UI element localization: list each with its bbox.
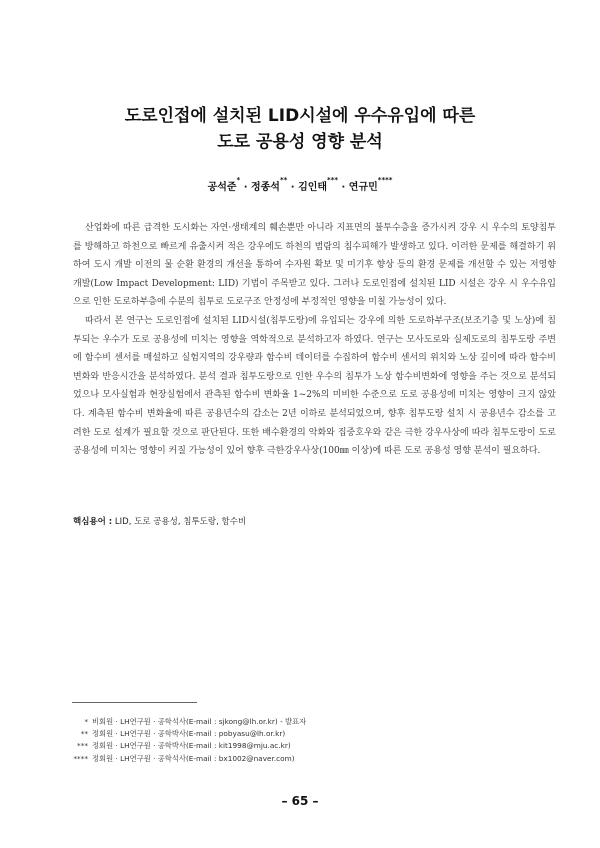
author: 연규민****	[348, 176, 393, 193]
footnote-divider	[72, 702, 197, 703]
abstract-paragraph-1: 산업화에 따른 급격한 도시화는 자연·생태계의 훼손뿐만 아니라 지표면의 불투수층을 증가시켜 강우 시 우수의 토양침투를 방해하고 하천으로 빠르게 유출시켜 적은 강우에도 하천의 범람의 침수피해가 발생하고 있다. 이러한 문제를 해결하기 위하여 도시 개발 이전의 물 순환 환경의 개선을 통하여 수자원 확보 및 미기후 향상 등의 환경 문제를 개선할 수 있는 저영향개발(Low Impact Development: LID) 기법이 주목받고 있다. 그러나 도로인접에 설치된 LID 시설은 강우 시 우수유입으로 인한 도로하부층에 수분의 침투로 도로구조 안정성에 부정적인 영향을 미칠 가능성이 있다.	[73, 223, 556, 308]
abstract-paragraph-2: 따라서 본 연구는 도로인접에 설치된 LID시설(침투도랑)에 유입되는 강우에 의한 도로하부구조(보조기층 및 노상)에 침투되는 우수가 도로 공용성에 미치는 영향을 역학적으로 분석하고자 하였다. 연구는 모사도로와 실제도로의 침투도랑 주변에 함수비 센서를 매설하고 실험지역의 강우량과 함수비 데이터를 수집하여 함수비 센서의 위치와 노상 깊이에 따라 함수비 변화와 반응시간을 분석하였다. 분석 결과 침투도랑으로 인한 우수의 침투가 노상 함수비변화에 영향을 주는 것으로 분석되었으나 모사실험과 현장실험에서 관측된 함수비 변화율 1~2%의 미비한 수준으로 도로 공용성에 미치는 영향이 크지 않았다. 계측된 함수비 변화율에 따른 공용년수의 감소는 2년 이하로 분석되었으며, 향후 침투도랑 설치 시 공용년수 감소를 고려한 도로 설계가 필요할 것으로 판단된다. 또한 배수환경의 악화와 집중호우와 같은 극한 강우사상에 따라 침투도랑이 도로 공용성에 미치는 영향이 커질 가능성이 있어 향후 극한강우사상(100㎜ 이상)에 따른 도로 공용성 영향 분석이 필요하다.	[73, 315, 556, 457]
author: 정종석**	[250, 176, 288, 193]
author: 김인태***	[298, 176, 339, 193]
keywords	[73, 515, 556, 527]
page-number: – 65 –	[281, 794, 319, 808]
footnote-mark: ***	[77, 741, 88, 751]
paper-title-line-1: 도로인접에 설치된 LID시설에 우수유입에 따른	[124, 106, 476, 126]
footnotes	[62, 716, 522, 765]
author: 공석준*	[207, 176, 241, 193]
author-separator: ·	[338, 182, 349, 193]
footnote	[62, 740, 522, 752]
author-separator: ·	[287, 182, 299, 193]
paper-title-line-2: 도로 공용성 영향 분석	[217, 132, 383, 152]
keywords-value: LID, 도로 공용성, 침투도랑, 함수비	[112, 517, 247, 527]
author-list	[0, 178, 600, 193]
footnote-mark: ****	[73, 753, 88, 763]
abstract	[73, 219, 556, 461]
footnote-mark: *	[84, 717, 88, 726]
keywords-label: 핵심용어 :	[73, 517, 113, 527]
footnote	[62, 728, 522, 740]
footnote-mark: **	[80, 729, 88, 739]
footnote-text: 비회원 · LH연구원 · 공학석사(E-mail : sjkong@lh.or.kr) - 발표자	[92, 717, 307, 726]
footnote-text: 정회원 · LH연구원 · 공학박사(E-mail : pobyasu@lh.or.kr)	[92, 729, 286, 739]
author-separator: ·	[240, 182, 251, 193]
footnote	[62, 716, 522, 728]
footnote-text: 정회원 · LH연구원 · 공학박사(E-mail : kit1998@mju.ac.kr)	[92, 741, 291, 751]
footnote	[62, 753, 522, 765]
footnote-text: 정회원 · LH연구원 · 공학석사(E-mail : bx1002@naver.com)	[92, 753, 295, 763]
